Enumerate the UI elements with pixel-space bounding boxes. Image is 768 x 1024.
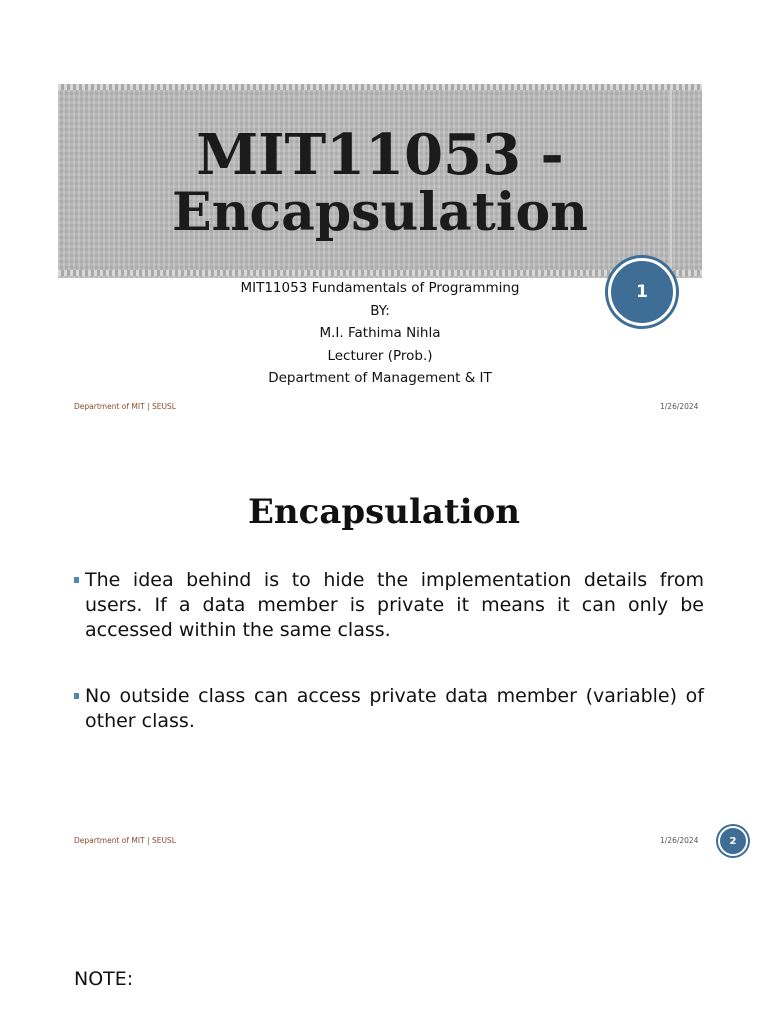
slide-1-footer-date: 1/26/2024: [660, 402, 699, 411]
slide-2-footer-left: Department of MIT | SEUSL: [74, 836, 176, 845]
bullet-text: The idea behind is to hide the implementation details from users. If a data member is private it means it can only be accessed within the same class.: [85, 569, 704, 641]
slide-number-badge: 2: [718, 826, 748, 856]
department-name: Department of Management & IT: [268, 370, 492, 386]
banner-bottom-stripe: [58, 270, 702, 276]
slide-2-title: Encapsulation: [248, 492, 520, 532]
note-heading: NOTE:: [74, 968, 134, 990]
slide-number-badge: 1: [608, 258, 676, 326]
slide-1-subtitle: [160, 277, 600, 390]
slide-1-title-line2: Encapsulation: [172, 182, 588, 243]
bullet-text: No outside class can access private data member (variable) of other class.: [85, 685, 704, 732]
banner-top-stripe: [58, 84, 702, 90]
author-title: Lecturer (Prob.): [327, 347, 433, 364]
slide-2-footer-date: 1/26/2024: [660, 836, 699, 845]
course-name: MIT11053 Fundamentals of Programming: [240, 280, 520, 296]
bullet-item: [74, 684, 704, 734]
bullet-marker: [74, 693, 79, 699]
slide-1-title-line1: MIT11053 -: [196, 122, 564, 188]
bullet-item: [74, 568, 704, 643]
by-label: BY:: [370, 302, 390, 319]
bullet-marker: [74, 577, 79, 583]
author-name: M.I. Fathima Nihla: [319, 325, 441, 341]
slide-1-footer-left: Department of MIT | SEUSL: [74, 402, 176, 411]
